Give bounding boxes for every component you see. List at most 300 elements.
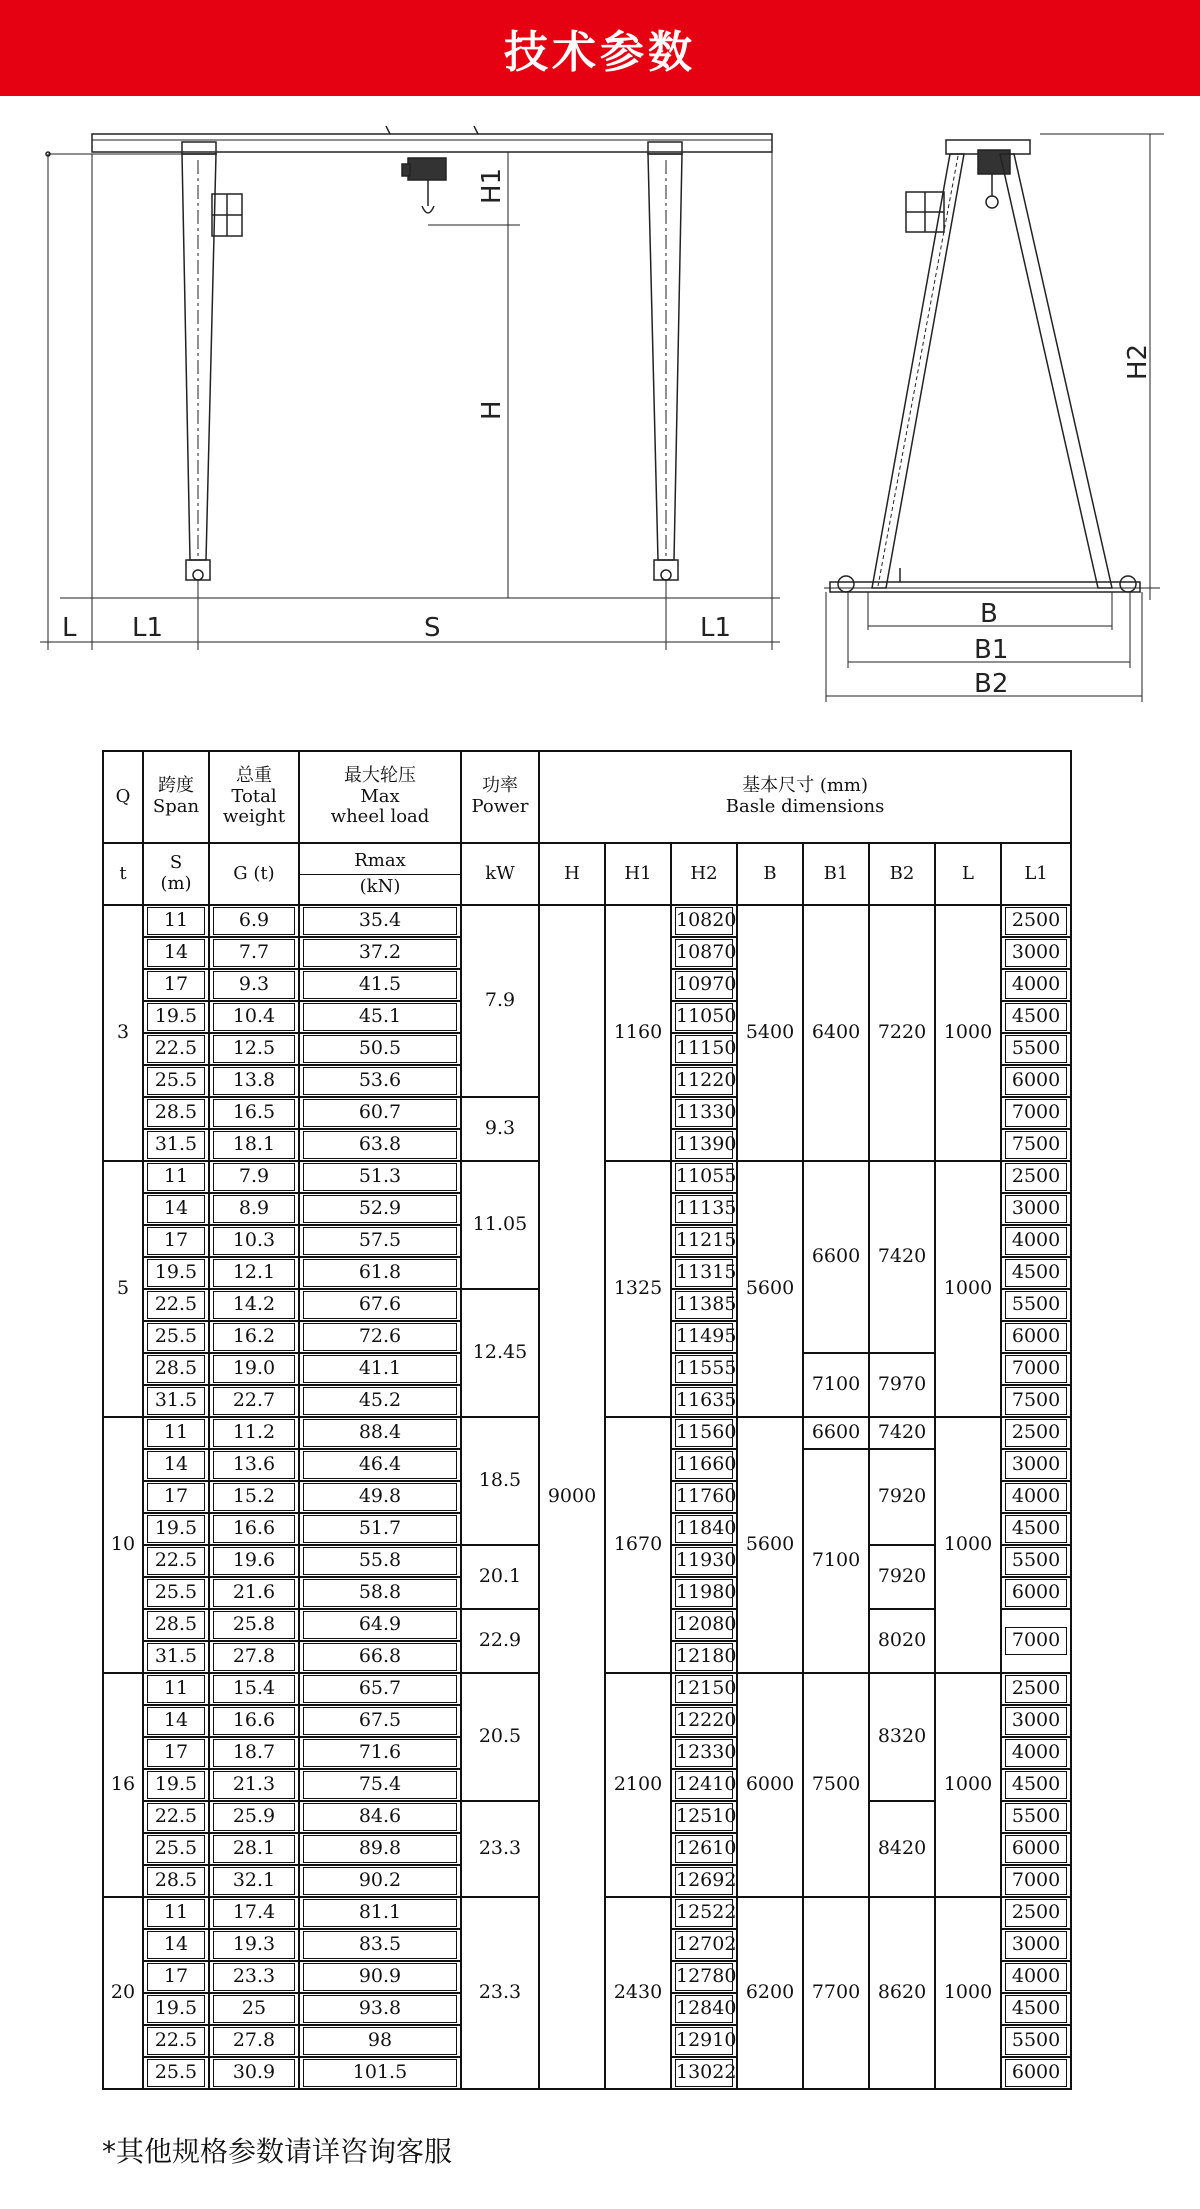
cell-l1-value: 4500: [1005, 1003, 1067, 1031]
cell-span: [143, 1033, 209, 1065]
cell-b2: 8020: [869, 1609, 935, 1673]
cell-q: 3: [103, 905, 143, 1161]
cell-span: [143, 905, 209, 937]
cell-h2: [671, 1929, 737, 1961]
cell-l1: [1001, 1225, 1071, 1257]
cell-span-value: 11: [147, 1419, 205, 1447]
cell-l1: [1001, 1545, 1071, 1577]
cell-h2-value: 11330: [675, 1099, 733, 1127]
cell-b2: 8320: [869, 1673, 935, 1801]
cell-wheel: [299, 2025, 461, 2057]
cell-span: [143, 969, 209, 1001]
cell-wheel-value: 67.5: [303, 1707, 457, 1735]
page-title: 技术参数: [504, 27, 696, 78]
cell-h2: [671, 1737, 737, 1769]
cell-span-value: 25.5: [147, 1579, 205, 1607]
header-h2: H2: [671, 843, 737, 905]
cell-span: [143, 1961, 209, 1993]
cell-h2-value: 10870: [675, 939, 733, 967]
cell-l1: [1001, 1993, 1071, 2025]
cell-span: [143, 1513, 209, 1545]
cell-wheel-value: 83.5: [303, 1931, 457, 1959]
cell-wheel: [299, 1961, 461, 1993]
cell-h2-value: 12080: [675, 1611, 733, 1639]
cell-h2-value: 11495: [675, 1323, 733, 1351]
header-b2: B2: [869, 843, 935, 905]
cell-span: [143, 937, 209, 969]
cell-b1: 6600: [803, 1417, 869, 1449]
cell-wheel-value: 60.7: [303, 1099, 457, 1127]
cell-h2-value: 10820: [675, 907, 733, 935]
cell-span: [143, 1257, 209, 1289]
cell-span: [143, 1673, 209, 1705]
cell-weight-value: 25: [213, 1995, 295, 2023]
cell-h2-value: 11315: [675, 1259, 733, 1287]
cell-b2: 7920: [869, 1449, 935, 1545]
cell-weight-value: 22.7: [213, 1387, 295, 1415]
cell-h2: [671, 1033, 737, 1065]
cell-wheel-value: 41.1: [303, 1355, 457, 1383]
cell-l1: [1001, 1129, 1071, 1161]
cell-l1-value: 7000: [1005, 1099, 1067, 1127]
cell-span-value: 11: [147, 1675, 205, 1703]
cell-wheel-value: 51.3: [303, 1163, 457, 1191]
cell-weight: [209, 1097, 299, 1129]
cell-l1-value: 5500: [1005, 1035, 1067, 1063]
cell-weight: [209, 1769, 299, 1801]
header-row-1: [103, 751, 1071, 843]
cell-h2-value: 12180: [675, 1643, 733, 1671]
cell-h1: 2430: [605, 1897, 671, 2089]
cell-l1: [1001, 2057, 1071, 2089]
cell-wheel: [299, 1737, 461, 1769]
cell-h2-value: 11135: [675, 1195, 733, 1223]
cell-power: 12.45: [461, 1289, 539, 1417]
cell-wheel-value: 51.7: [303, 1515, 457, 1543]
cell-weight: [209, 1737, 299, 1769]
cell-l1: [1001, 1385, 1071, 1417]
cell-weight-value: 21.6: [213, 1579, 295, 1607]
cell-weight-value: 9.3: [213, 971, 295, 999]
cell-l1: [1001, 1449, 1071, 1481]
cell-weight: [209, 969, 299, 1001]
cell-l1-value: 7000: [1005, 1627, 1067, 1655]
header-h: H: [539, 843, 605, 905]
header-g: G (t): [209, 843, 299, 905]
cell-h2-value: 12522: [675, 1899, 733, 1927]
cell-weight: [209, 1993, 299, 2025]
cell-l1-value: 7500: [1005, 1131, 1067, 1159]
cell-wheel-value: 45.2: [303, 1387, 457, 1415]
cell-h2: [671, 1193, 737, 1225]
cell-h2: [671, 1097, 737, 1129]
cell-wheel: [299, 1481, 461, 1513]
cell-weight: [209, 1705, 299, 1737]
cell-l1: [1001, 1577, 1071, 1609]
cell-h2-value: 12150: [675, 1675, 733, 1703]
cell-l1-value: 6000: [1005, 1579, 1067, 1607]
cell-l1: [1001, 1705, 1071, 1737]
cell-weight-value: 25.8: [213, 1611, 295, 1639]
cell-q: 5: [103, 1161, 143, 1417]
cell-l1-value: 5500: [1005, 2027, 1067, 2055]
cell-weight: [209, 1385, 299, 1417]
cell-l1-value: 2500: [1005, 1675, 1067, 1703]
header-weight: 总重 Total weight: [209, 751, 299, 843]
cell-wheel-value: 57.5: [303, 1227, 457, 1255]
cell-l: 1000: [935, 1897, 1001, 2089]
cell-l1: [1001, 1001, 1071, 1033]
cell-weight: [209, 1065, 299, 1097]
cell-h2-value: 10970: [675, 971, 733, 999]
cell-span-value: 25.5: [147, 1835, 205, 1863]
cell-wheel-value: 93.8: [303, 1995, 457, 2023]
cell-l1-value: 4000: [1005, 1227, 1067, 1255]
cell-wheel-value: 75.4: [303, 1771, 457, 1799]
cell-span: [143, 1993, 209, 2025]
cell-l1-value: 5500: [1005, 1803, 1067, 1831]
cell-weight: [209, 1641, 299, 1673]
cell-span-value: 22.5: [147, 1547, 205, 1575]
cell-span-value: 11: [147, 907, 205, 935]
cell-b2: 7970: [869, 1353, 935, 1417]
cell-span: [143, 1577, 209, 1609]
cell-h2: [671, 1513, 737, 1545]
cell-span-value: 19.5: [147, 1003, 205, 1031]
cell-wheel-value: 45.1: [303, 1003, 457, 1031]
cell-l1: [1001, 1929, 1071, 1961]
cell-h2-value: 11050: [675, 1003, 733, 1031]
cell-weight-value: 7.9: [213, 1163, 295, 1191]
header-span: 跨度 Span: [143, 751, 209, 843]
cell-span: [143, 1385, 209, 1417]
spec-table: [102, 750, 1072, 2090]
cell-weight-value: 19.6: [213, 1547, 295, 1575]
cell-wheel: [299, 937, 461, 969]
cell-span-value: 17: [147, 1227, 205, 1255]
cell-h2-value: 12410: [675, 1771, 733, 1799]
cell-b: 6000: [737, 1673, 803, 1897]
cell-wheel: [299, 1065, 461, 1097]
cell-l: 1000: [935, 905, 1001, 1161]
cell-wheel-value: 72.6: [303, 1323, 457, 1351]
cell-span-value: 17: [147, 1739, 205, 1767]
cell-weight: [209, 1929, 299, 1961]
cell-power: 20.1: [461, 1545, 539, 1609]
cell-l1: [1001, 1353, 1071, 1385]
cell-span-value: 17: [147, 971, 205, 999]
cell-power: 7.9: [461, 905, 539, 1097]
cell-b2: 7420: [869, 1417, 935, 1449]
header-kw: kW: [461, 843, 539, 905]
cell-l1-value: 7500: [1005, 1387, 1067, 1415]
cell-h2-value: 12220: [675, 1707, 733, 1735]
cell-h2-value: 12840: [675, 1995, 733, 2023]
cell-h2: [671, 1481, 737, 1513]
cell-h2: [671, 1705, 737, 1737]
cell-wheel-value: 81.1: [303, 1899, 457, 1927]
cell-h2-value: 11390: [675, 1131, 733, 1159]
cell-l1-value: 5500: [1005, 1291, 1067, 1319]
cell-wheel: [299, 1993, 461, 2025]
cell-wheel-value: 90.9: [303, 1963, 457, 1991]
cell-weight-value: 16.6: [213, 1707, 295, 1735]
cell-power: 18.5: [461, 1417, 539, 1545]
cell-l1-value: 2500: [1005, 1163, 1067, 1191]
cell-wheel: [299, 1129, 461, 1161]
cell-l1: [1001, 1673, 1071, 1705]
cell-h2-value: 11055: [675, 1163, 733, 1191]
cell-h2: [671, 1065, 737, 1097]
cell-h2: [671, 1417, 737, 1449]
cell-l1: [1001, 1257, 1071, 1289]
cell-span: [143, 1545, 209, 1577]
cell-b1: 7500: [803, 1673, 869, 1897]
cell-span: [143, 1065, 209, 1097]
cell-b: 6200: [737, 1897, 803, 2089]
cell-weight: [209, 1417, 299, 1449]
cell-h2: [671, 1385, 737, 1417]
cell-weight-value: 16.5: [213, 1099, 295, 1127]
cell-wheel: [299, 1769, 461, 1801]
cell-h2: [671, 1001, 737, 1033]
cell-l1-value: 4000: [1005, 1483, 1067, 1511]
cell-weight: [209, 1801, 299, 1833]
cell-b1: 7700: [803, 1897, 869, 2089]
cell-h2-value: 12910: [675, 2027, 733, 2055]
cell-weight: [209, 1577, 299, 1609]
cell-span: [143, 1737, 209, 1769]
cell-b: 5400: [737, 905, 803, 1161]
cell-l1-value: 2500: [1005, 907, 1067, 935]
cell-h2-value: 12510: [675, 1803, 733, 1831]
cell-h2: [671, 1129, 737, 1161]
cell-b1: 7100: [803, 1353, 869, 1417]
cell-wheel: [299, 1609, 461, 1641]
cell-weight-value: 27.8: [213, 1643, 295, 1671]
cell-weight: [209, 1161, 299, 1193]
cell-span: [143, 1897, 209, 1929]
cell-weight: [209, 1321, 299, 1353]
cell-wheel: [299, 1225, 461, 1257]
cell-power: 23.3: [461, 1801, 539, 1897]
label-h1: H1: [477, 167, 507, 204]
cell-span: [143, 1801, 209, 1833]
cell-b2: 7920: [869, 1545, 935, 1609]
cell-wheel-value: 98: [303, 2027, 457, 2055]
cell-weight-value: 21.3: [213, 1771, 295, 1799]
cell-weight-value: 8.9: [213, 1195, 295, 1223]
cell-b1: 7100: [803, 1449, 869, 1673]
cell-weight-value: 11.2: [213, 1419, 295, 1447]
crane-drawing: [0, 120, 1200, 720]
cell-h2-value: 11220: [675, 1067, 733, 1095]
cell-span: [143, 2057, 209, 2089]
header-s: S (m): [143, 843, 209, 905]
cell-l1-value: 6000: [1005, 1323, 1067, 1351]
cell-l1: [1001, 1833, 1071, 1865]
cell-h2-value: 12702: [675, 1931, 733, 1959]
cell-wheel-value: 58.8: [303, 1579, 457, 1607]
cell-span-value: 19.5: [147, 1515, 205, 1543]
header-q: Q: [103, 751, 143, 843]
cell-l1-value: 6000: [1005, 1835, 1067, 1863]
cell-wheel: [299, 1097, 461, 1129]
cell-wheel-value: 49.8: [303, 1483, 457, 1511]
cell-l1-value: 2500: [1005, 1419, 1067, 1447]
header-h1: H1: [605, 843, 671, 905]
cell-h2: [671, 1353, 737, 1385]
cell-weight: [209, 1897, 299, 1929]
cell-h2: [671, 1897, 737, 1929]
cell-span-value: 28.5: [147, 1099, 205, 1127]
cell-h2-value: 11555: [675, 1355, 733, 1383]
cell-l1: [1001, 1097, 1071, 1129]
cell-weight: [209, 1289, 299, 1321]
cell-l1-value: 4500: [1005, 1259, 1067, 1287]
cell-h2: [671, 1257, 737, 1289]
cell-span-value: 25.5: [147, 1067, 205, 1095]
cell-wheel-value: 50.5: [303, 1035, 457, 1063]
cell-l1-value: 4000: [1005, 1963, 1067, 1991]
cell-l1-value: 3000: [1005, 939, 1067, 967]
cell-span: [143, 1481, 209, 1513]
cell-l1: [1001, 1897, 1071, 1929]
cell-wheel-value: 89.8: [303, 1835, 457, 1863]
cell-l1-value: 3000: [1005, 1931, 1067, 1959]
cell-l1: [1001, 969, 1071, 1001]
cell-span: [143, 1449, 209, 1481]
cell-span: [143, 1321, 209, 1353]
cell-weight-value: 13.8: [213, 1067, 295, 1095]
footnote: *其他规格参数请详咨询客服: [102, 2135, 453, 2168]
cell-span: [143, 1225, 209, 1257]
page-title-banner: [0, 0, 1200, 96]
cell-weight-value: 12.5: [213, 1035, 295, 1063]
cell-h2-value: 11760: [675, 1483, 733, 1511]
cell-span-value: 31.5: [147, 1643, 205, 1671]
cell-b2: 7220: [869, 905, 935, 1161]
cell-l1: [1001, 1161, 1071, 1193]
cell-h2-value: 11215: [675, 1227, 733, 1255]
cell-wheel: [299, 1257, 461, 1289]
cell-h2-value: 11635: [675, 1387, 733, 1415]
cell-span: [143, 1001, 209, 1033]
cell-l1: [1001, 1769, 1071, 1801]
cell-weight: [209, 1129, 299, 1161]
cell-l1-value: 3000: [1005, 1707, 1067, 1735]
cell-weight: [209, 1193, 299, 1225]
cell-h2-value: 12610: [675, 1835, 733, 1863]
cell-h2-value: 11980: [675, 1579, 733, 1607]
cell-weight: [209, 1353, 299, 1385]
cell-span: [143, 1289, 209, 1321]
cell-span: [143, 1193, 209, 1225]
cell-power: 9.3: [461, 1097, 539, 1161]
cell-wheel: [299, 1577, 461, 1609]
cell-weight-value: 17.4: [213, 1899, 295, 1927]
cell-h2-value: 11385: [675, 1291, 733, 1319]
cell-weight: [209, 1257, 299, 1289]
cell-span-value: 25.5: [147, 1323, 205, 1351]
cell-wheel: [299, 969, 461, 1001]
cell-weight-value: 27.8: [213, 2027, 295, 2055]
cell-l1: [1001, 1193, 1071, 1225]
cell-wheel: [299, 1801, 461, 1833]
cell-weight: [209, 1513, 299, 1545]
cell-l1-value: 5500: [1005, 1547, 1067, 1575]
cell-h2-value: 12330: [675, 1739, 733, 1767]
cell-l1: [1001, 905, 1071, 937]
cell-wheel-value: 66.8: [303, 1643, 457, 1671]
cell-l1: [1001, 1513, 1071, 1545]
cell-h2: [671, 1321, 737, 1353]
cell-h2: [671, 1833, 737, 1865]
header-row-2: [103, 843, 1071, 905]
cell-weight: [209, 1033, 299, 1065]
cell-span: [143, 1833, 209, 1865]
cell-weight: [209, 937, 299, 969]
cell-l: 1000: [935, 1417, 1001, 1673]
cell-weight-value: 15.4: [213, 1675, 295, 1703]
cell-wheel: [299, 1513, 461, 1545]
cell-weight: [209, 1545, 299, 1577]
cell-weight: [209, 1865, 299, 1897]
hoist: [386, 126, 478, 213]
cell-weight: [209, 1673, 299, 1705]
cell-l1-value: 6000: [1005, 1067, 1067, 1095]
cell-wheel: [299, 1033, 461, 1065]
cell-wheel: [299, 1449, 461, 1481]
header-b: B: [737, 843, 803, 905]
cell-h2-value: 12692: [675, 1867, 733, 1895]
cell-l1-value: 3000: [1005, 1195, 1067, 1223]
cell-h2: [671, 2025, 737, 2057]
header-l: L: [935, 843, 1001, 905]
right-leg: [648, 142, 682, 580]
cell-weight: [209, 1609, 299, 1641]
cell-power: 20.5: [461, 1673, 539, 1801]
left-leg: [182, 142, 242, 580]
label-b1: B1: [974, 635, 1009, 665]
cell-h2: [671, 905, 737, 937]
cell-wheel-value: 53.6: [303, 1067, 457, 1095]
cell-span-value: 19.5: [147, 1995, 205, 2023]
cell-wheel: [299, 1417, 461, 1449]
cell-wheel-value: 37.2: [303, 939, 457, 967]
cell-weight-value: 14.2: [213, 1291, 295, 1319]
table-row: [103, 905, 1071, 937]
cell-h2: [671, 1609, 737, 1641]
cell-h1: 1160: [605, 905, 671, 1161]
cell-h: 9000: [539, 905, 605, 2089]
cell-l1: [1001, 1321, 1071, 1353]
header-basic-dimensions: 基本尺寸 (mm) Basle dimensions: [539, 751, 1071, 843]
cell-span: [143, 1769, 209, 1801]
cell-wheel-value: 63.8: [303, 1131, 457, 1159]
cell-span: [143, 1097, 209, 1129]
cell-q: 16: [103, 1673, 143, 1897]
cell-h1: 1325: [605, 1161, 671, 1417]
cell-h1: 1670: [605, 1417, 671, 1673]
cell-power: 11.05: [461, 1161, 539, 1289]
cell-l1: [1001, 1737, 1071, 1769]
cell-wheel-value: 90.2: [303, 1867, 457, 1895]
cell-wheel-value: 84.6: [303, 1803, 457, 1831]
cell-weight-value: 19.0: [213, 1355, 295, 1383]
cell-b2: 8620: [869, 1897, 935, 2089]
cell-h2: [671, 1641, 737, 1673]
